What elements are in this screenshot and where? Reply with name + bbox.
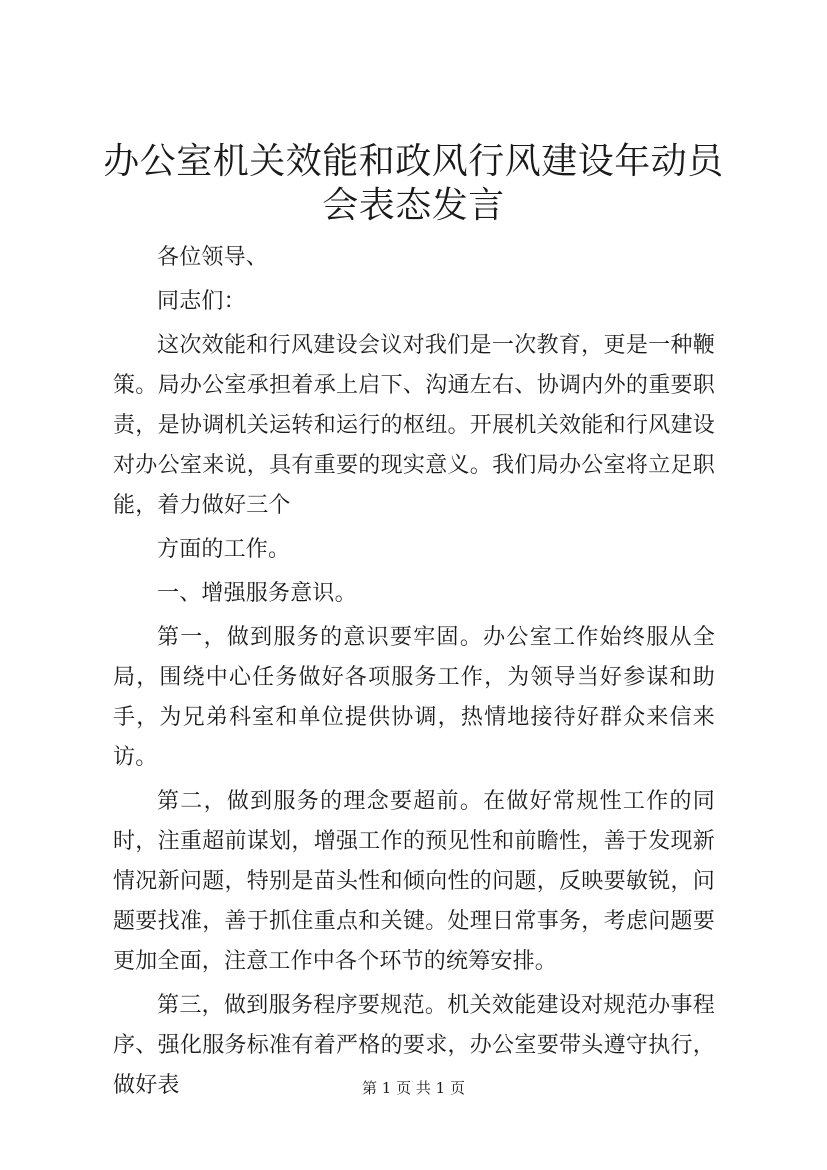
salutation-comrades: 同志们： (157, 289, 246, 314)
salutation-leaders: 各位领导、 (157, 245, 269, 270)
page-footer: 第 1 页 共 1 页 (362, 1079, 465, 1097)
paragraph-first: 第一，做到服务的意识要牢固。办公室工作始终服从全局，围绕中心任务做好各项服务工作，为领导当好参谋和助手，为兄弟科室和单位提供协调，热情地接待好群众来信来访。 (113, 625, 715, 770)
paragraph-third: 第三，做到服务程序要规范。机关效能建设对规范办事程序、强化服务标准有着严格的要求，办公室要带头遵守执行，做好表 (113, 993, 715, 1098)
paragraph-intro: 这次效能和行风建设会议对我们是一次教育，更是一种鞭策。局办公室承担着承上启下、沟通左右、协调内外的重要职责，是协调机关运转和运行的枢纽。开展机关效能和行风建设对办公室来说，具有重要的现实意义。我们局办公室将立足职能，着力做好三个 (113, 333, 715, 518)
document-title: 办公室机关效能和政风行风建设年动员会表态发言 (103, 141, 724, 226)
section-heading-service: 一、增强服务意识。 (157, 581, 357, 606)
paragraph-second: 第二，做到服务的理念要超前。在做好常规性工作的同时，注重超前谋划，增强工作的预见性和前瞻性，善于发现新情况新问题，特别是苗头性和倾向性的问题，反映要敏锐，问题要找准，善于抓住重点和关键。处理日常事务，考虑问题要更加全面，注意工作中各个环节的统筹安排。 (113, 789, 715, 974)
paragraph-intro-continued: 方面的工作。 (157, 537, 291, 562)
document-body (113, 238, 715, 1106)
